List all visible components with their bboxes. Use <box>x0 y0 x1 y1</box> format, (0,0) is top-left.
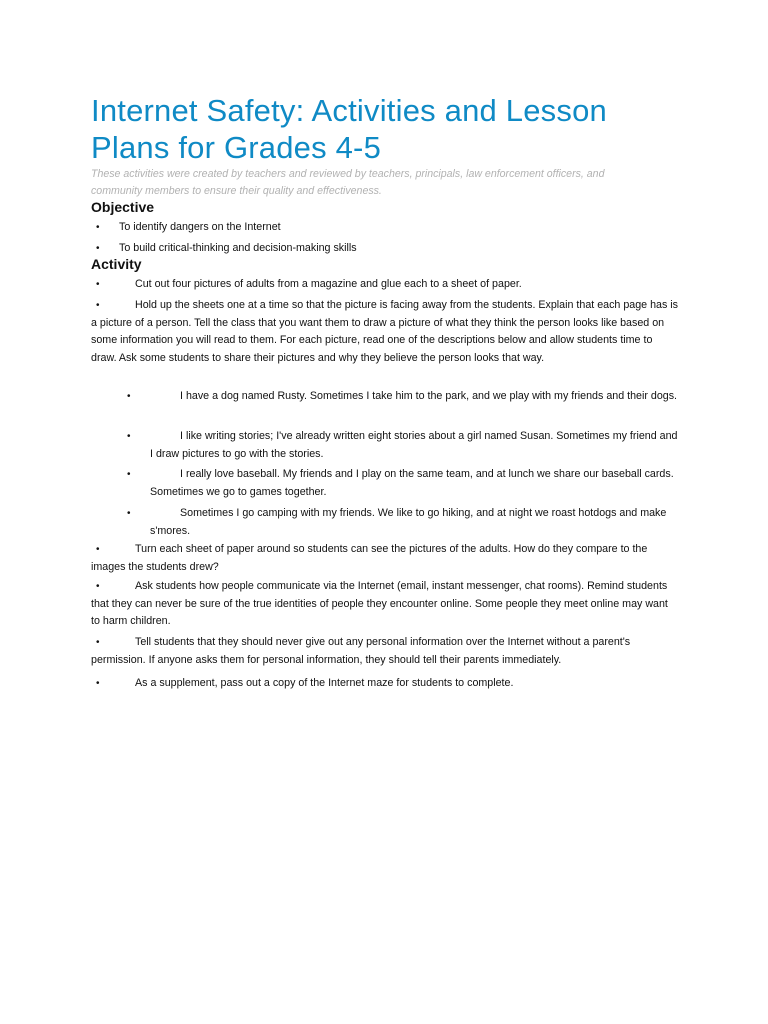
activity-item <box>91 634 679 669</box>
page-title: Internet Safety: Activities and Lesson Plans for Grades 4-5 <box>91 93 607 165</box>
activity-item-text: Cut out four pictures of adults from a magazine and glue each to a sheet of paper. <box>135 278 522 290</box>
activity-item <box>91 578 679 631</box>
description-item <box>91 388 680 406</box>
bullet-icon: • <box>96 678 100 689</box>
activity-item <box>91 297 679 367</box>
bullet-icon: • <box>96 544 100 555</box>
objective-item-text: To identify dangers on the Internet <box>119 221 281 233</box>
description-item <box>91 505 680 540</box>
activity-item <box>91 541 679 576</box>
bullet-icon: • <box>96 222 100 233</box>
bullet-icon: • <box>96 637 100 648</box>
activity-item-text: As a supplement, pass out a copy of the Internet maze for students to complete. <box>135 677 514 689</box>
bullet-icon: • <box>96 300 100 311</box>
objective-heading: Objective <box>91 199 155 215</box>
bullet-icon: • <box>96 243 100 254</box>
description-item <box>91 428 680 463</box>
description-item <box>91 466 680 501</box>
description-item-text: I have a dog named Rusty. Sometimes I take him to the park, and we play with my friends and their dogs. <box>180 390 678 402</box>
objective-item <box>91 219 679 237</box>
bullet-icon: • <box>127 431 131 442</box>
bullet-icon: • <box>96 581 100 592</box>
activity-heading: Activity <box>91 256 142 272</box>
activity-item-text: Hold up the sheets one at a time so that the picture is facing away from the students. Explain that each page has is a picture of a person. Tell the class that you want them to draw a picture of what they think the person looks like based on some information you will read to them. For each picture, read one of the descriptions below and allow students time to draw. Ask some students to share their pictures and why they believe the person looks that way. <box>91 299 679 364</box>
description-item-text: I really love baseball. My friends and I play on the same team, and at lunch we share our baseball cards. Sometimes we go to games together. <box>150 468 674 498</box>
activity-item-text: Tell students that they should never give out any personal information over the Internet without a parent's permission. If anyone asks them for personal information, they should tell their parents immediately. <box>91 636 631 666</box>
bullet-icon: • <box>127 508 131 519</box>
activity-item-text: Turn each sheet of paper around so students can see the pictures of the adults. How do they compare to the images the students drew? <box>91 543 648 573</box>
description-item-text: I like writing stories; I've already written eight stories about a girl named Susan. Sometimes my friend and I draw pictures to go with the stories. <box>150 430 678 460</box>
bullet-icon: • <box>127 469 131 480</box>
description-item-text: Sometimes I go camping with my friends. We like to go hiking, and at night we roast hotdogs and make s'mores. <box>150 507 667 537</box>
activity-item <box>91 276 679 294</box>
bullet-icon: • <box>96 279 100 290</box>
objective-item <box>91 240 679 258</box>
activity-item <box>91 675 679 693</box>
objective-item-text: To build critical-thinking and decision-making skills <box>119 242 357 254</box>
activity-item-text: Ask students how people communicate via the Internet (email, instant messenger, chat rooms). Remind students that they can never be sure of the true identities of people they encounter online. Some people they meet online may want to harm children. <box>91 580 668 627</box>
page-subtitle: These activities were created by teachers and reviewed by teachers, principals, law enforcement officers, and community members to ensure their quality and effectiveness. <box>91 168 605 197</box>
bullet-icon: • <box>127 391 131 402</box>
